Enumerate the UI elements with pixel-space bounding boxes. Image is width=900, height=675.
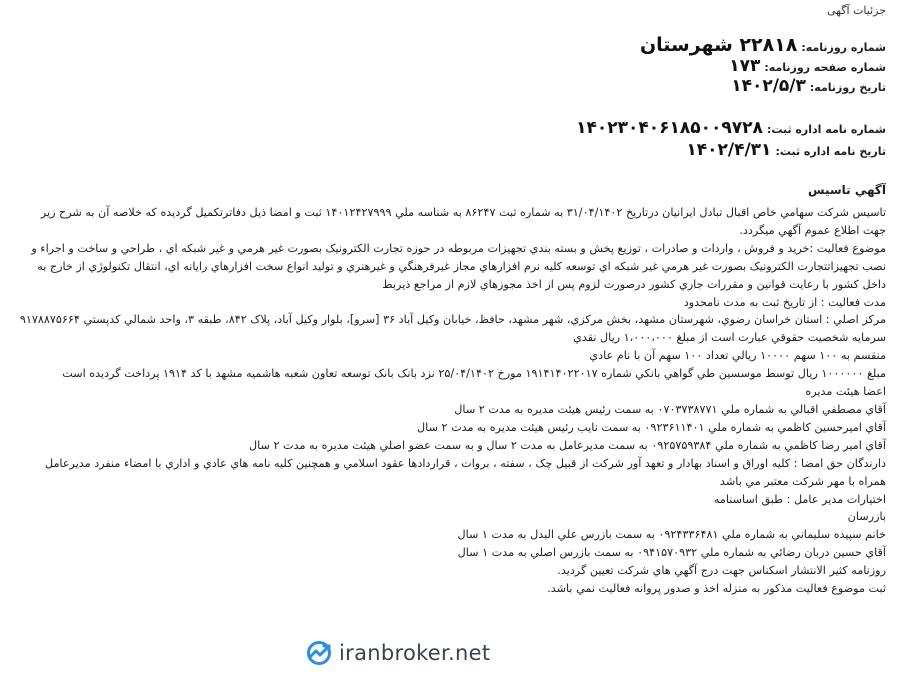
ad-paragraph: روزنامه کثیر الانتشار اسکناس جهت درج آگهي هاي شرکت تعیین گردید. [557, 564, 886, 578]
newspaper-number-row [640, 34, 886, 56]
ad-paragraph: مبلغ ۱۰۰۰۰۰۰ ریال توسط موسسین طي گواهي بانکي شماره ۱۹۱۴۱۴۰۲۲۰۱۷ مورخ ۲۵/۰۴/۱۴۰۲ نزد بانک بانک توسعه تعاون شعبه هاشمیه مشهد با کد ۱۹۱۴ پرداخت گردیده است [62, 367, 886, 381]
ad-paragraph: سرمایه شخصیت حقوقي عبارت است از مبلغ ۱،۰۰۰،۰۰۰ ریال نقدي [573, 331, 886, 345]
ad-paragraph: منقسم به ۱۰۰ سهم ۱۰۰۰۰ ریالي تعداد ۱۰۰ سهم آن با نام عادي [589, 349, 886, 363]
page-title: جزئیات آگهی [827, 4, 886, 17]
ad-paragraph: مرکز اصلي : استان خراسان رضوي، شهرستان مشهد، بخش مرکزي، شهر مشهد، حافظ، خیابان وکیل آباد ۳۶ [سرو]، بلوار وکیل آباد، پلاک ۸۴۲، طبقه ۳، واحد شمالي کدپستي ۹۱۷۸۸۷۵۶۶۴ [19, 313, 886, 327]
iranbroker-watermark [305, 640, 490, 666]
registry-letter-number-value: ۱۴۰۲۳۰۴۰۶۱۸۵۰۰۹۷۲۸ [576, 118, 763, 138]
ad-paragraph: اعضا هیئت مدیره [805, 385, 886, 399]
ad-paragraph: آقاي حسین دربان رضائي به شماره ملي ۰۹۴۱۵۷۰۹۳۲ به سمت بازرس اصلي به مدت ۱ سال [457, 546, 886, 560]
newspaper-page-label: شماره صفحه روزنامه: [764, 61, 886, 74]
ad-paragraph: مدت فعالیت : از تاریخ ثبت به مدت نامحدود [683, 295, 886, 309]
registry-letter-number-label: شماره نامه اداره ثبت: [766, 123, 886, 136]
registry-letter-date-value: ۱۴۰۲/۴/۳۱ [686, 140, 772, 160]
ad-paragraph: ثبت موضوع فعالیت مذکور به منزله اخذ و صدور پروانه فعالیت نمي باشد. [547, 582, 886, 596]
registry-letter-number-row [576, 118, 886, 138]
newspaper-number-label: شماره روزنامه: [801, 41, 886, 54]
registry-letter-date-row [686, 140, 886, 160]
ad-paragraph: بازرسان [847, 510, 886, 524]
ad-paragraph: آقاي امیرحسین کاظمي به شماره ملي ۰۹۲۳۶۱۱۴۰۱ به سمت نایب رئیس هیئت مدیره به مدت ۲ سال [417, 420, 886, 434]
newspaper-date-row [731, 76, 886, 96]
watermark-text: iranbroker.net [339, 641, 491, 665]
ad-paragraph: موضوع فعالیت :خرید و فروش ، واردات و صادرات ، توزیع پخش و بسته بندي تجهیزات مربوطه در حوزه تجارت الکترونیک بصورت غیر هرمي و غیر شبکه اي ، طراحي و ساخت و اجراء و نصب تجهیزاتتجارت الکترونیک بصورت غیر هرمي غیر شبکه اي توسعه کلیه نرم افزارهاي مجاز غیرفرهنگي و غیرهنري و تولید انواع سخت افزارهاي رایانه اي، انتقال تکنولوژي از خارج به داخل کشور با رعایت قوانین و مقررات جاري کشور درصورت لزوم پس از اخذ مجوزهاي لازم از مراجع ذیربط [31, 241, 886, 291]
page-header [827, 4, 886, 17]
ad-paragraph: آقاي مصطفي اقبالي به شماره ملي ۰۷۰۳۷۳۸۷۷۱ به سمت رئیس هیئت مدیره به مدت ۲ سال [454, 402, 886, 416]
newspaper-number-value: ۲۲۸۱۸ شهرستان [639, 34, 798, 56]
ad-paragraph: خانم سپیده سلیماني به شماره ملي ۰۹۲۴۳۳۶۴۸۱ به سمت بازرس علي البدل به مدت ۱ سال [457, 528, 886, 542]
ad-title: آگهي تاسيس [807, 183, 886, 197]
newspaper-page-value: ۱۷۳ [729, 56, 761, 76]
ad-paragraph: تاسیس شرکت سهامي خاص اقبال تبادل ایرانیان درتاریخ ۳۱/۰۴/۱۴۰۲ به شماره ثبت ۸۶۲۴۷ به شناسه ملي ۱۴۰۱۲۴۲۷۹۹۹ ثبت و امضا ذیل دفاترتکمیل گردیده که خلاصه آن به شرح زیر جهت اطلاع عموم آگهي میگردد. [40, 206, 886, 237]
ad-paragraph: دارندگان حق امضا : کلیه اوراق و اسناد بهادار و تعهد آور شرکت از قبیل چک ، سفته ، بروات ، قراردادها عقود اسلامي و همچنین کلیه نامه هاي عادي و اداري با امضاء منفرد مدیرعامل همراه با مهر شرکت معتبر مي باشد [44, 456, 886, 488]
chart-trend-icon [305, 640, 333, 666]
ad-paragraph: آقاي امیر رضا کاظمي به شماره ملي ۰۹۲۵۷۵۹۳۸۴ به سمت مدیرعامل به مدت ۲ سال و به سمت عضو اصلي هیئت مدیره به مدت ۲ سال [249, 438, 886, 452]
ad-paragraph: اختیارات مدیر عامل : طبق اساسنامه [713, 492, 886, 506]
registry-letter-date-label: تاریخ نامه اداره ثبت: [775, 145, 886, 158]
newspaper-date-value: ۱۴۰۲/۵/۳ [731, 76, 806, 96]
newspaper-date-label: تاریخ روزنامه: [809, 81, 886, 94]
ad-body [16, 204, 886, 598]
newspaper-page-row [729, 56, 886, 76]
